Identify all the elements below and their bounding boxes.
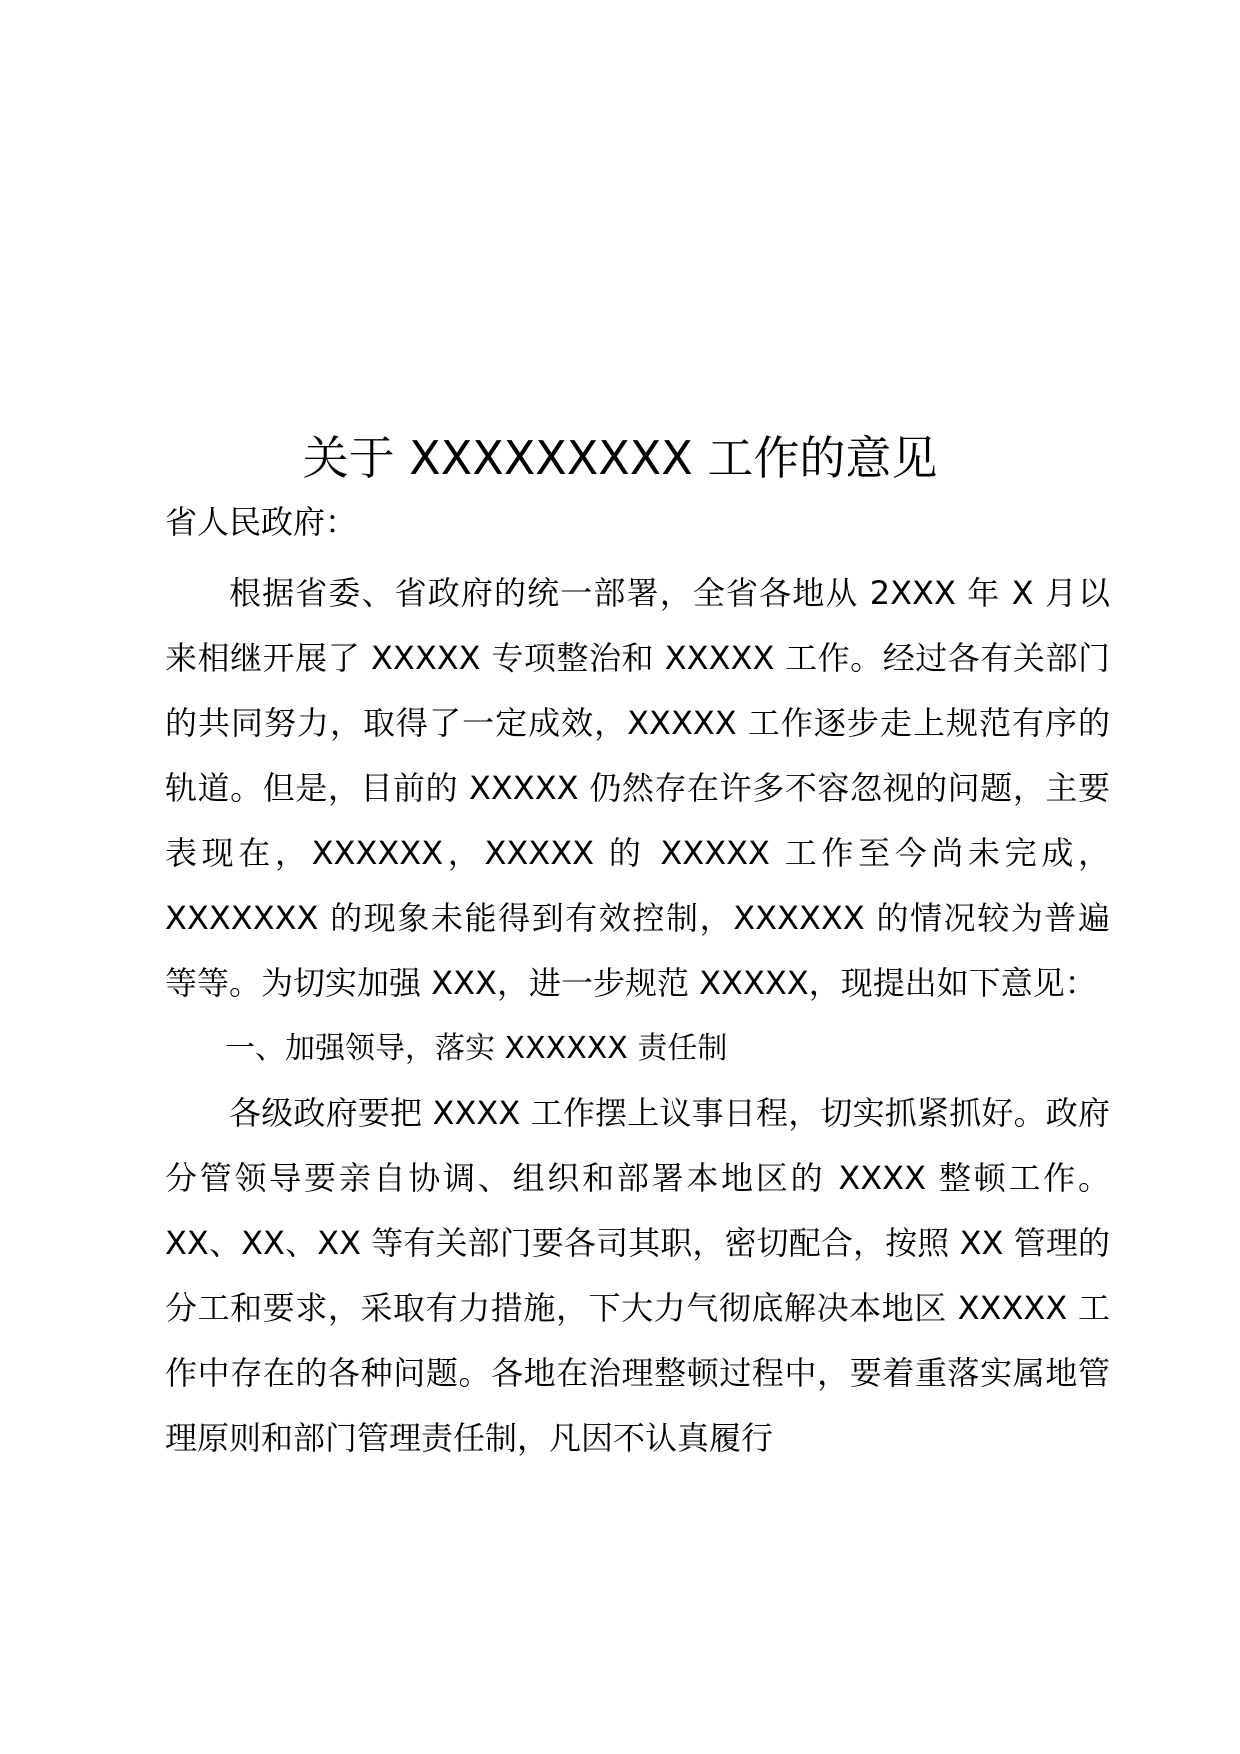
- paragraph-section-1: 各级政府要把 XXXX 工作摆上议事日程，切实抓紧抓好。政府分管领导要亲自协调、组织和部署本地区的 XXXX 整顿工作。XX、XX、XX 等有关部门要各司其职，密切配合，按照 XX 管理的分工和要求，采取有力措施，下大力气彻底解决本地区 XXXXX 工作中存在的各种问题。各地在治理整顿过程中，要着重落实属地管理原则和部门管理责任制，凡因不认真履行: [165, 1094, 1110, 1457]
- paragraph-intro: 根据省委、省政府的统一部署，全省各地从 2XXX 年 X 月以来相继开展了 XXXXX 专项整治和 XXXXX 工作。经过各有关部门的共同努力，取得了一定成效，XXXXX 工作逐步走上规范有序的轨道。但是，目前的 XXXXX 仍然存在许多不容忽视的问题，主要表现在，XXXXXX，XXXXX 的 XXXXX 工作至今尚未完成，XXXXXXX 的现象未能得到有效控制，XXXXXX 的情况较为普遍等等。为切实加强 XXX，进一步规范 XXXXX，现提出如下意见：: [165, 574, 1110, 1002]
- document-body: [165, 496, 1110, 1471]
- section-heading: 一、加强领导，落实 XXXXXX 责任制: [225, 1031, 728, 1066]
- addressee: 省人民政府：: [165, 503, 358, 541]
- document-title: 关于 XXXXXXXXX 工作的意见: [302, 431, 938, 485]
